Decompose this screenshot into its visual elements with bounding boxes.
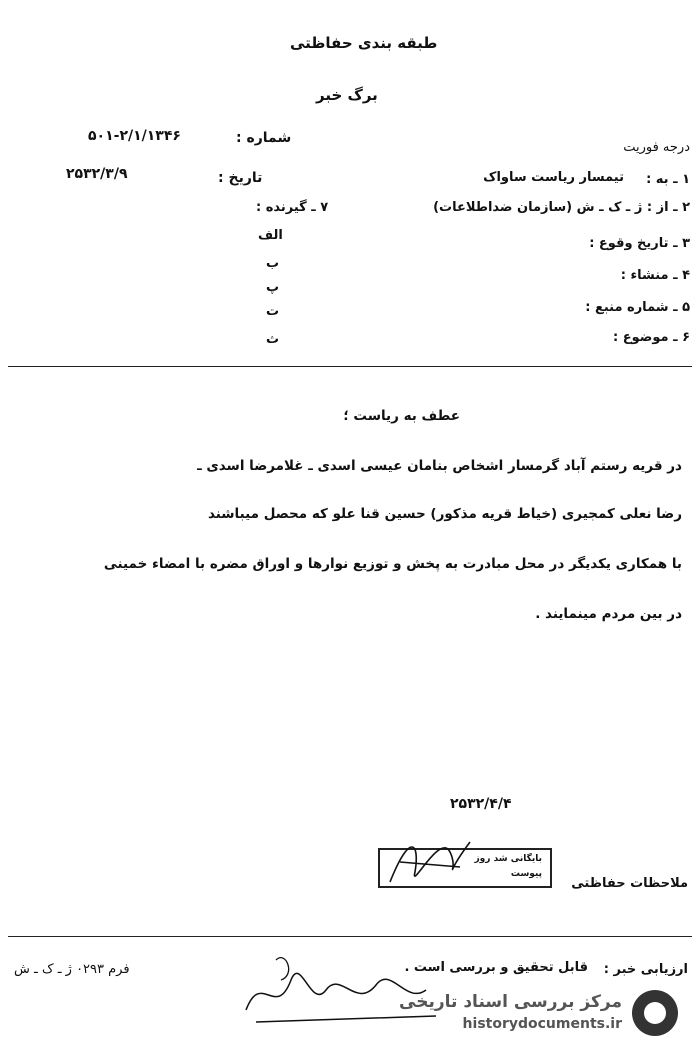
priority-label: درجه فوریت — [623, 140, 690, 155]
recipient-s: ث — [266, 332, 280, 347]
recipient-b: ب — [266, 256, 280, 271]
security-notes-label: ملاحظات حفاظتی — [571, 876, 688, 891]
classification-heading: طبقه بندی حفاظتی — [290, 34, 438, 52]
date-of-event-label: ۳ ـ تاریخ وقوع : — [589, 236, 690, 251]
source-number-label: ۵ ـ شماره منبع : — [585, 300, 690, 315]
origin-label: ۴ ـ منشاء : — [620, 268, 690, 283]
stamp-line-2: پیوست — [510, 869, 542, 879]
stamp-line-1: بایگانی شد روز — [474, 854, 542, 864]
recipients-label: ۷ ـ گیرنده : — [256, 200, 329, 215]
evaluation-label: ارزیابی خبر : — [603, 962, 688, 977]
salutation: عطف به ریاست ؛ — [343, 408, 460, 424]
subject-label: ۶ ـ موضوع : — [613, 330, 690, 345]
report-date: ۲۵۳۲/۴/۴ — [450, 796, 512, 812]
evaluator-signature — [236, 950, 456, 1030]
body-line-3: با همکاری یکدیگر در محل مبادرت به پخش و توزیع نوارها و اوراق مضره با امضاء خمینی — [103, 556, 682, 572]
date-label: تاریخ : — [218, 170, 263, 186]
body-line-1: در قریه رستم آباد گرمسار اشخاص بنامان عیسی اسدی ـ غلامرضا اسدی ـ — [197, 458, 682, 474]
header-divider — [8, 366, 692, 367]
form-code: فرم ۰۲۹۳ ژ ـ ک ـ ش — [14, 962, 130, 977]
footer-divider — [8, 936, 692, 937]
watermark-url: historydocuments.ir — [462, 1016, 622, 1032]
number-label: شماره : — [236, 130, 292, 146]
form-title: برگ خبر — [316, 86, 378, 104]
number-value: ۵۰۱-۲/۱/۱۳۴۶ — [88, 128, 181, 144]
recipient-p: پ — [266, 280, 280, 295]
body-line-2: رضا نعلی کمجیری (خیاط قریه مذکور) حسین قنا علو که محصل میباشند — [207, 506, 682, 522]
to-value: تیمسار ریاست ساواک — [483, 170, 624, 185]
recipient-t: ت — [266, 304, 280, 319]
to-label: ۱ ـ به : — [646, 172, 690, 187]
body-line-4: در بین مردم مینمایند . — [535, 606, 682, 622]
date-value: ۲۵۳۲/۳/۹ — [66, 166, 128, 182]
watermark-name: مرکز بررسی اسناد تاریخی — [399, 992, 622, 1012]
evaluation-value: قابل تحقیق و بررسی است . — [404, 960, 588, 975]
watermark-logo-icon — [632, 990, 678, 1036]
recipient-a: الف — [258, 228, 283, 243]
from-field: ۲ ـ از : ژ ـ ک ـ ش (سازمان ضداطلاعات) — [433, 200, 690, 215]
signature-scribble — [380, 822, 510, 892]
